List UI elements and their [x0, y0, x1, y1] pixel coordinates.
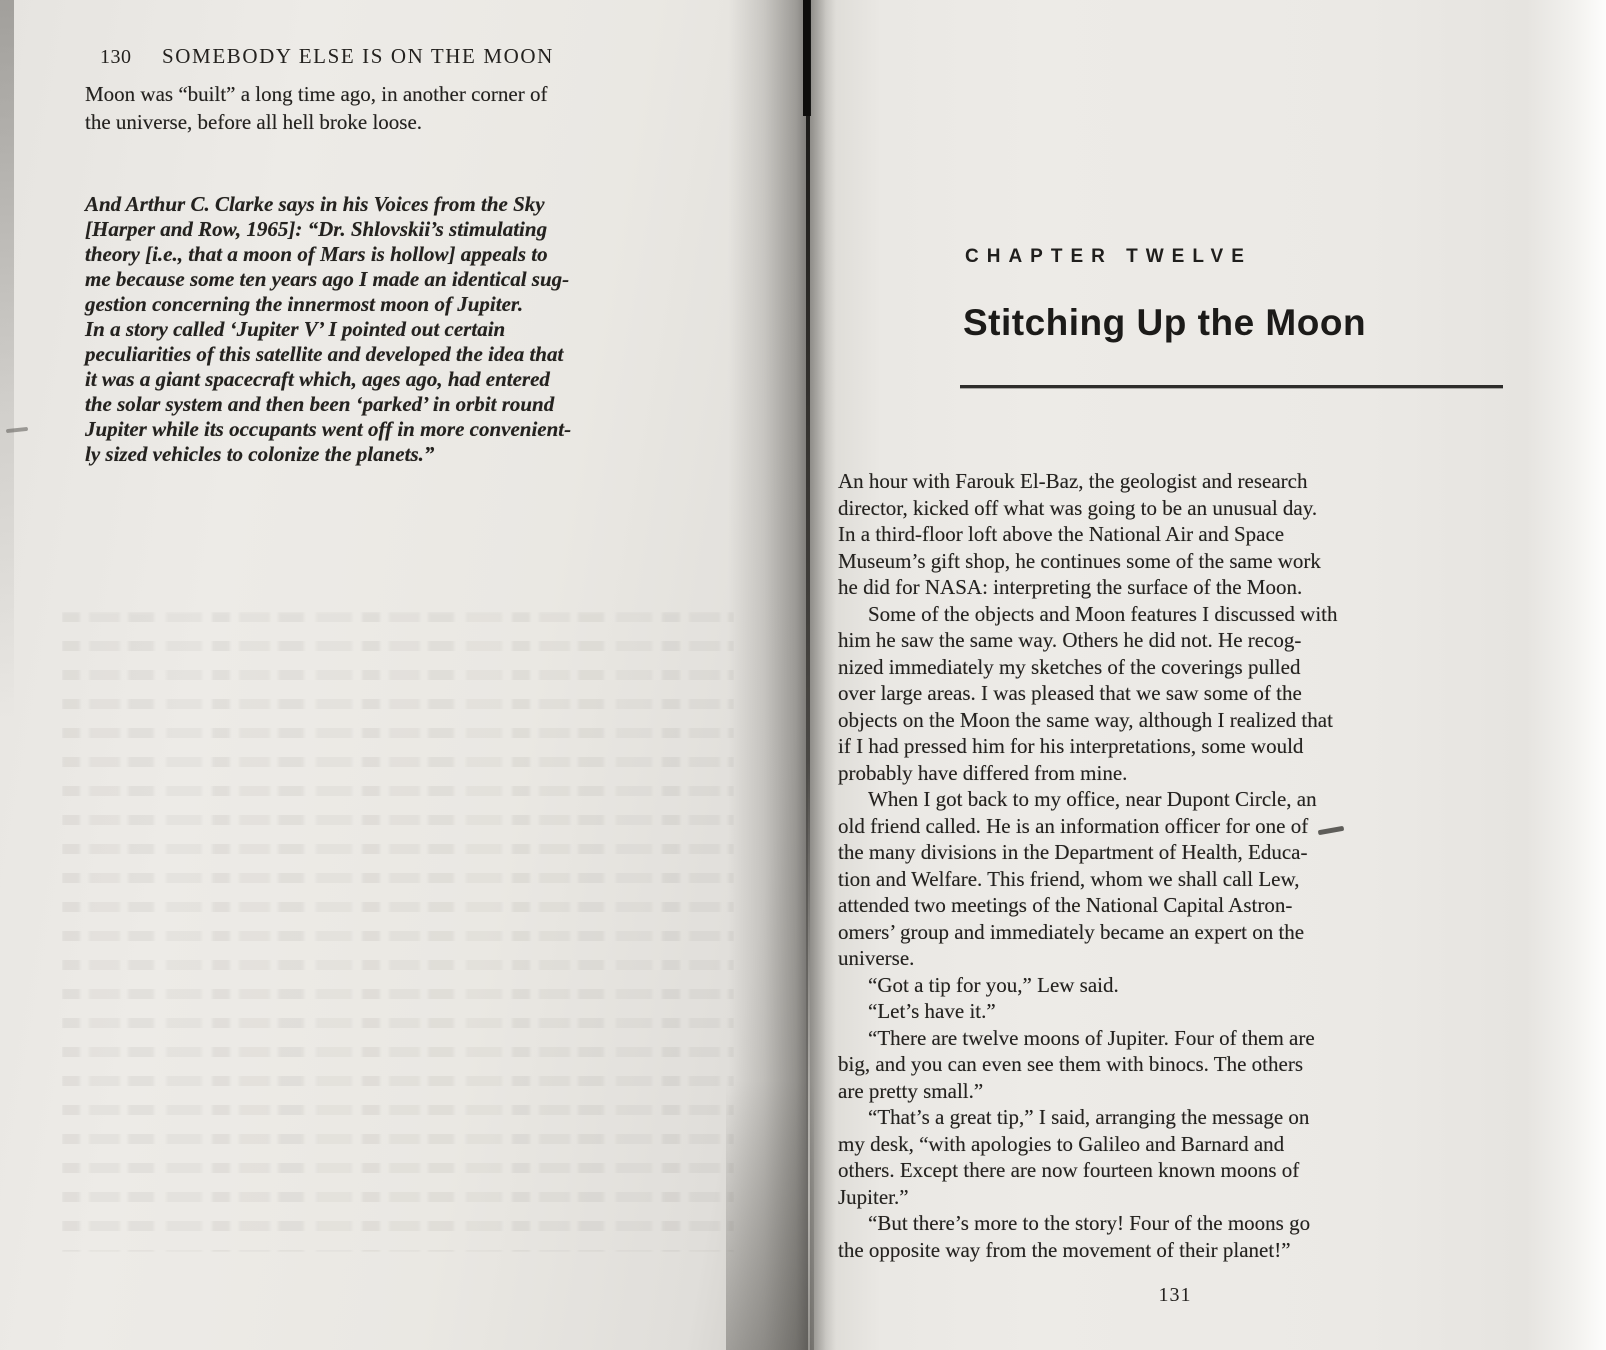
- text-line: Some of the objects and Moon features I discussed with: [868, 601, 1338, 626]
- text-line: In a story called ‘Jupiter V’ I pointed out certain: [85, 317, 506, 341]
- text-line: he did for NASA: interpreting the surface of the Moon.: [838, 575, 1303, 599]
- text-line: my desk, “with apologies to Galileo and Barnard and: [838, 1131, 1285, 1156]
- text-line: it was a giant spacecraft which, ages ago, had entered: [85, 367, 550, 391]
- paragraph: [838, 1210, 1512, 1263]
- text-line: When I got back to my office, near Dupont Circle, an: [868, 787, 1317, 811]
- text-line: “But there’s more to the story! Four of the moons go: [868, 1211, 1311, 1235]
- paragraph: [838, 1104, 1512, 1210]
- text-line: omers’ group and immediately became an expert on the: [838, 919, 1305, 944]
- text-line: Jupiter while its occupants went off in more convenient-: [85, 417, 572, 441]
- text-line: big, and you can even see them with binocs. The others: [838, 1052, 1303, 1076]
- text-line: ly sized vehicles to colonize the planets.”: [85, 442, 435, 466]
- text-line: attended two meetings of the National Capital Astron-: [838, 893, 1293, 917]
- text-line: old friend called. He is an information officer for one of: [838, 813, 1309, 838]
- text-line: director, kicked off what was going to be an unusual day.: [838, 495, 1318, 520]
- text-line: probably have differed from mine.: [838, 760, 1128, 785]
- text-line: the many divisions in the Department of Health, Educa-: [838, 840, 1308, 864]
- right-page-number: 131: [1158, 1284, 1192, 1306]
- text-line: others. Except there are now fourteen known moons of: [838, 1158, 1300, 1182]
- text-line: the universe, before all hell broke loose.: [85, 110, 423, 134]
- text-line: peculiarities of this satellite and developed the idea that: [85, 342, 564, 366]
- book-gutter-shadow: [810, 0, 836, 1350]
- text-line: universe.: [838, 946, 915, 970]
- book-gutter-shadow: [726, 1080, 814, 1350]
- paragraph: [838, 998, 1512, 1025]
- text-line: Museum’s gift shop, he continues some of the same work: [838, 548, 1321, 573]
- text-line: objects on the Moon the same way, although I realized that: [838, 707, 1333, 732]
- text-line: over large areas. I was pleased that we saw some of the: [838, 681, 1302, 705]
- text-line: “That’s a great tip,” I said, arranging the message on: [868, 1105, 1310, 1129]
- paragraph: [838, 1025, 1512, 1105]
- text-line: “Got a tip for you,” Lew said.: [868, 972, 1119, 997]
- text-line: And Arthur C. Clarke says in his Voices from the Sky: [85, 192, 545, 216]
- paragraph: [838, 972, 1512, 999]
- page-edge-shadow: [0, 0, 14, 900]
- text-line: gestion concerning the innermost moon of Jupiter.: [85, 292, 524, 316]
- text-line: me because some ten years ago I made an identical sug-: [85, 267, 570, 291]
- text-line: if I had pressed him for his interpretations, some would: [838, 734, 1304, 758]
- text-line: “Let’s have it.”: [868, 999, 996, 1023]
- text-line: Jupiter.”: [838, 1184, 909, 1209]
- text-line: theory [i.e., that a moon of Mars is hollow] appeals to: [85, 242, 548, 266]
- right-page-body: [838, 468, 1512, 1263]
- paragraph: [838, 468, 1512, 601]
- title-rule-divider: [960, 385, 1503, 388]
- left-page-header: [100, 44, 740, 69]
- text-line: him he saw the same way. Others he did not. He recog-: [838, 628, 1302, 652]
- text-line: the opposite way from the movement of their planet!”: [838, 1237, 1291, 1262]
- text-line: [Harper and Row, 1965]: “Dr. Shlovskii’s stimulating: [85, 217, 548, 241]
- text-line: tion and Welfare. This friend, whom we shall call Lew,: [838, 866, 1300, 891]
- chapter-label: CHAPTER TWELVE: [965, 246, 1252, 267]
- text-line: the solar system and then been ‘parked’ in orbit round: [85, 392, 555, 416]
- text-line: “There are twelve moons of Jupiter. Four of them are: [868, 1025, 1315, 1050]
- left-page-number: 130: [100, 46, 132, 68]
- running-title: SOMEBODY ELSE IS ON THE MOON: [162, 44, 554, 68]
- text-line: An hour with Farouk El-Baz, the geologist and research: [838, 469, 1308, 493]
- text-line: In a third-floor loft above the National Air and Space: [838, 522, 1285, 546]
- clarke-quote-block: [85, 192, 747, 467]
- text-line: nized immediately my sketches of the coverings pulled: [838, 654, 1301, 679]
- chapter-title: Stitching Up the Moon: [963, 302, 1367, 343]
- paragraph: [838, 601, 1512, 787]
- left-continuation-paragraph: [85, 80, 745, 136]
- show-through-artifact: [62, 612, 734, 1252]
- paragraph: [838, 786, 1512, 972]
- text-line: are pretty small.”: [838, 1078, 984, 1103]
- text-line: Moon was “built” a long time ago, in another corner of: [85, 82, 548, 106]
